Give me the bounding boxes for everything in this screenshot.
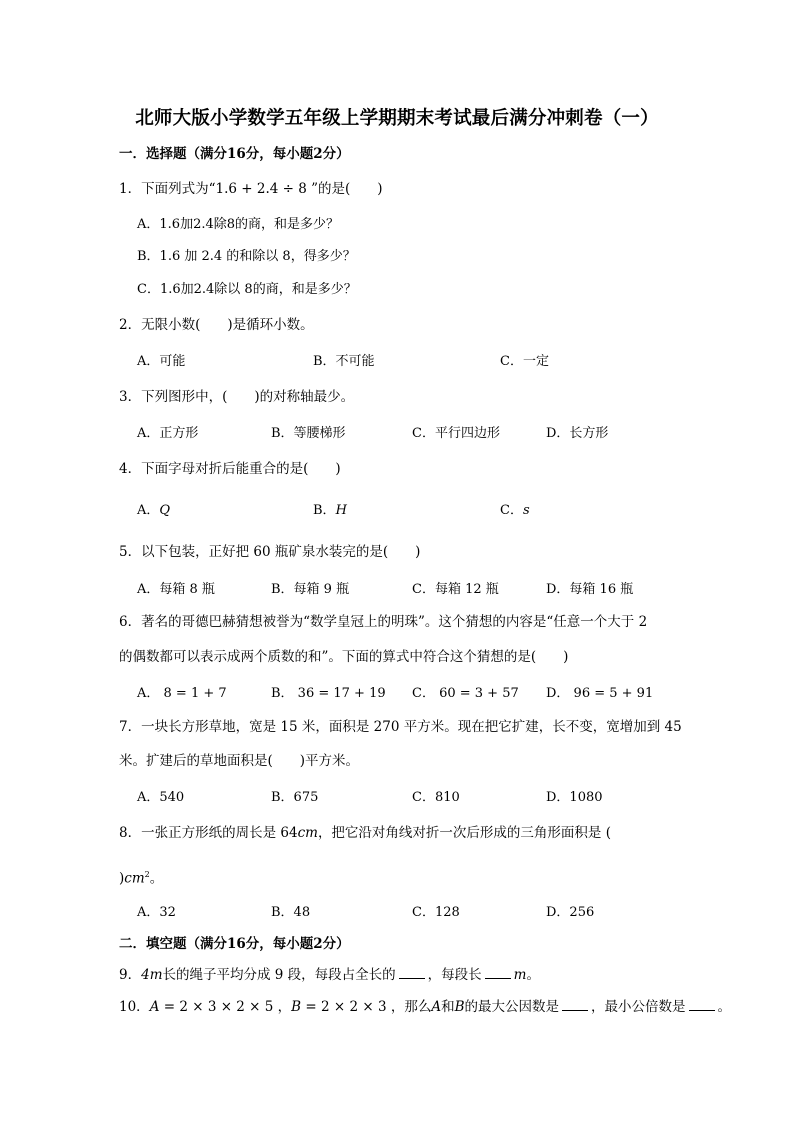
- letter-h: H: [335, 503, 347, 518]
- option-label: A．: [137, 503, 160, 518]
- q9-answer-blank-1[interactable]: [399, 966, 425, 979]
- q8-unit-cm: cm: [297, 825, 318, 841]
- question-1-stem: 1．下面列式为“1.6 + 2.4 ÷ 8 ”的是( ): [119, 181, 383, 197]
- question-1-option-b: B．1.6 加 2.4 的和除以 8，得多少？: [137, 249, 356, 264]
- exam-title: 北师大版小学数学五年级上学期期末考试最后满分冲刺卷（一）: [135, 108, 659, 129]
- option-label: B．: [313, 503, 336, 518]
- question-1-option-a: A．1.6加2.4除8的商，和是多少？: [137, 217, 340, 232]
- question-9-stem: [119, 966, 540, 984]
- question-5-option-b: B．每箱 9 瓶: [271, 582, 350, 597]
- q9-text-1: 长的绳子平均分成 9 段，每段占全长的: [162, 967, 396, 983]
- q10-expr-b: = 2 × 2 × 3 ，那么: [301, 999, 432, 1015]
- question-5-option-d: D．每箱 16 瓶: [546, 582, 634, 597]
- q10-text-2: ，最小公倍数是: [591, 999, 686, 1015]
- q10-var-a: A: [149, 999, 160, 1015]
- q8-superscript: 2: [144, 870, 150, 879]
- question-7-option-b: B．675: [271, 790, 319, 805]
- q10-and: 和: [441, 999, 455, 1015]
- q10-var-b: B: [291, 999, 302, 1015]
- question-6-option-c: C． 60 = 3 + 57: [412, 686, 519, 701]
- q10-var-b-2: B: [454, 999, 465, 1015]
- question-7-stem-line-1: 7．一块长方形草地，宽是 15 米，面积是 270 平方米。现在把它扩建，长不变，宽增加到 45: [119, 719, 682, 735]
- question-4-option-c: [500, 502, 530, 520]
- question-6-option-d: D． 96 = 5 + 91: [546, 686, 654, 701]
- q9-unit-m: m: [149, 967, 163, 983]
- question-10-stem: [119, 998, 731, 1016]
- question-4-stem: 4．下面字母对折后能重合的是( ): [119, 461, 341, 477]
- question-5-stem: 5．以下包装，正好把 60 瓶矿泉水装完的是( ): [119, 544, 421, 560]
- q9-text-3: 。: [526, 967, 540, 983]
- question-8-stem-line-2: [119, 866, 163, 888]
- q8-paren: ): [119, 870, 125, 887]
- question-2-stem: 2．无限小数( )是循环小数。: [119, 317, 314, 333]
- question-5-option-c: C．每箱 12 瓶: [412, 582, 499, 597]
- q8-unit-cm2: cm: [124, 870, 145, 887]
- question-8-option-b: B．48: [271, 905, 311, 920]
- question-8-option-c: C．128: [412, 905, 460, 920]
- q8-period: 。: [149, 870, 164, 887]
- question-3-option-c: C．平行四边形: [412, 426, 500, 441]
- q10-text-3: 。: [717, 999, 732, 1015]
- question-2-option-b: B．不可能: [313, 354, 375, 369]
- question-8-stem-line-1: [119, 824, 611, 842]
- q8-text-b: ，把它沿对角线对折一次后形成的三角形面积是 (: [317, 825, 611, 841]
- q9-num: 9．: [119, 967, 142, 983]
- q9-answer-blank-2[interactable]: [485, 966, 511, 979]
- question-7-option-a: A．540: [137, 790, 185, 805]
- question-5-option-a: A．每箱 8 瓶: [137, 582, 215, 597]
- q10-var-a-2: A: [431, 999, 442, 1015]
- question-1-option-c: C．1.6加2.4除以 8的商，和是多少？: [137, 282, 357, 297]
- q10-num: 10．: [119, 999, 150, 1015]
- q8-text-a: 8．一张正方形纸的周长是 64: [119, 825, 298, 841]
- question-4-option-b: [313, 502, 347, 520]
- q10-answer-blank-2[interactable]: [689, 998, 715, 1011]
- question-2-option-c: C．一定: [500, 354, 549, 369]
- option-label: C．: [500, 503, 523, 518]
- section-heading-fill: 二．填空题（满分16分，每小题2分）: [119, 936, 350, 952]
- question-7-option-d: D．1080: [546, 790, 603, 805]
- question-8-option-a: A．32: [137, 905, 176, 920]
- question-3-option-a: A．正方形: [137, 426, 199, 441]
- question-2-option-a: A．可能: [137, 354, 186, 369]
- question-6-stem-line-1: 6．著名的哥德巴赫猜想被誉为“数学皇冠上的明珠”。这个猜想的内容是“任意一个大于 2: [119, 614, 648, 630]
- question-4-option-a: [137, 502, 170, 520]
- question-6-stem-line-2: 的偶数都可以表示成两个质数的和”。下面的算式中符合这个猜想的是( ): [119, 649, 569, 665]
- q9-text-2: ，每段长: [427, 967, 482, 983]
- letter-q: Q: [159, 503, 171, 518]
- question-7-stem-line-2: 米。扩建后的草地面积是( )平方米。: [119, 753, 360, 769]
- q10-answer-blank-1[interactable]: [562, 998, 588, 1011]
- question-3-stem: 3．下列图形中，( )的对称轴最少。: [119, 389, 355, 405]
- question-7-option-c: C．810: [412, 790, 460, 805]
- q9-unit-m-2: m: [513, 967, 527, 983]
- question-3-option-d: D．长方形: [546, 426, 609, 441]
- question-6-option-a: A． 8 = 1 + 7: [137, 686, 227, 701]
- question-8-option-d: D．256: [546, 905, 595, 920]
- question-3-option-b: B．等腰梯形: [271, 426, 346, 441]
- section-heading-choice: 一．选择题（满分16分，每小题2分）: [119, 146, 350, 162]
- question-6-option-b: B． 36 = 17 + 19: [271, 686, 386, 701]
- q9-4: 4: [141, 967, 150, 983]
- letter-s: s: [522, 503, 530, 518]
- q10-text-1: 的最大公因数是: [464, 999, 560, 1015]
- q10-expr-a: = 2 × 3 × 2 × 5 ，: [159, 999, 292, 1015]
